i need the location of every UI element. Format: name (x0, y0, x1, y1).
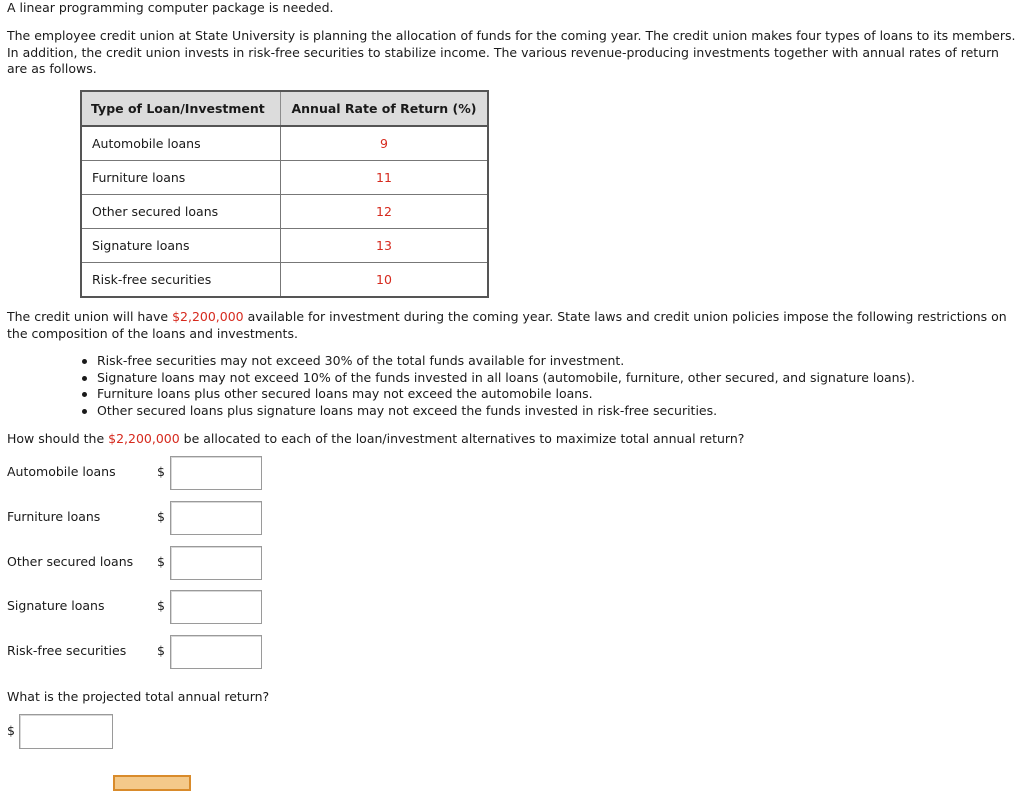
dollar-sign: $ (157, 643, 165, 658)
dollar-sign: $ (157, 464, 165, 479)
answer-label: Other secured loans (7, 554, 134, 569)
answer-row-signature (7, 590, 267, 625)
answer-label: Signature loans (7, 598, 105, 613)
loan-type: Risk-free securities (81, 263, 281, 298)
furniture-loans-input[interactable] (170, 501, 262, 535)
list-item: Other secured loans plus signature loans may not exceed the funds invested in risk-free securities. (80, 403, 915, 420)
rate-value: 11 (281, 161, 489, 195)
question-post: be allocated to each of the loan/investment alternatives to maximize total annual return? (179, 431, 745, 446)
answer-row-other-secured (7, 546, 267, 581)
answer-row-automobile (7, 456, 267, 491)
question-pre: How should the (7, 431, 109, 446)
returns-table (80, 90, 489, 298)
dollar-sign: $ (157, 598, 165, 613)
answer-label: Furniture loans (7, 509, 101, 524)
intro-line: A linear programming computer package is needed. (7, 0, 334, 15)
total-question: What is the projected total annual return? (7, 689, 270, 704)
loan-type: Other secured loans (81, 195, 281, 229)
rate-value: 12 (281, 195, 489, 229)
question-text (7, 431, 744, 448)
dollar-sign: $ (157, 509, 165, 524)
loan-type: Automobile loans (81, 126, 281, 161)
answer-label: Automobile loans (7, 464, 116, 479)
need-help-button[interactable] (113, 775, 191, 791)
rate-value: 9 (281, 126, 489, 161)
rate-value: 13 (281, 229, 489, 263)
other-secured-loans-input[interactable] (170, 546, 262, 580)
restrictions-list (80, 353, 915, 419)
risk-free-securities-input[interactable] (170, 635, 262, 669)
answer-row-furniture (7, 501, 267, 536)
loan-type: Furniture loans (81, 161, 281, 195)
question-amount: $2,200,000 (108, 431, 180, 446)
automobile-loans-input[interactable] (170, 456, 262, 490)
dollar-sign: $ (7, 723, 15, 738)
answer-row-risk-free (7, 635, 267, 670)
table-row (81, 229, 488, 263)
table-row (81, 195, 488, 229)
col-header-rate: Annual Rate of Return (%) (281, 91, 489, 126)
table-row (81, 263, 488, 298)
list-item: Risk-free securities may not exceed 30% of the total funds available for investment. (80, 353, 915, 370)
funds-pre: The credit union will have (7, 309, 173, 324)
intro-paragraph: The employee credit union at State University is planning the allocation of funds for the coming year. The credit union makes four types of loans to its members. In addition, the credit union invests in risk-free securities to stabilize income. The various revenue-producing investments together with annual rates of return are as follows. (7, 28, 1016, 76)
list-item: Furniture loans plus other secured loans may not exceed the automobile loans. (80, 386, 915, 403)
answer-label: Risk-free securities (7, 643, 127, 658)
funds-post: available for investment during the coming year. State laws and credit union policies impose the following restrictions on the composition of the loans and investments. (7, 309, 1007, 341)
col-header-type: Type of Loan/Investment (81, 91, 281, 126)
total-return-input[interactable] (19, 714, 113, 749)
table-row (81, 161, 488, 195)
funds-paragraph (7, 309, 1017, 342)
signature-loans-input[interactable] (170, 590, 262, 624)
table-row (81, 126, 488, 161)
list-item: Signature loans may not exceed 10% of the funds invested in all loans (automobile, furniture, other secured, and signature loans). (80, 370, 915, 387)
dollar-sign: $ (157, 554, 165, 569)
rate-value: 10 (281, 263, 489, 298)
loan-type: Signature loans (81, 229, 281, 263)
funds-amount: $2,200,000 (172, 309, 244, 324)
